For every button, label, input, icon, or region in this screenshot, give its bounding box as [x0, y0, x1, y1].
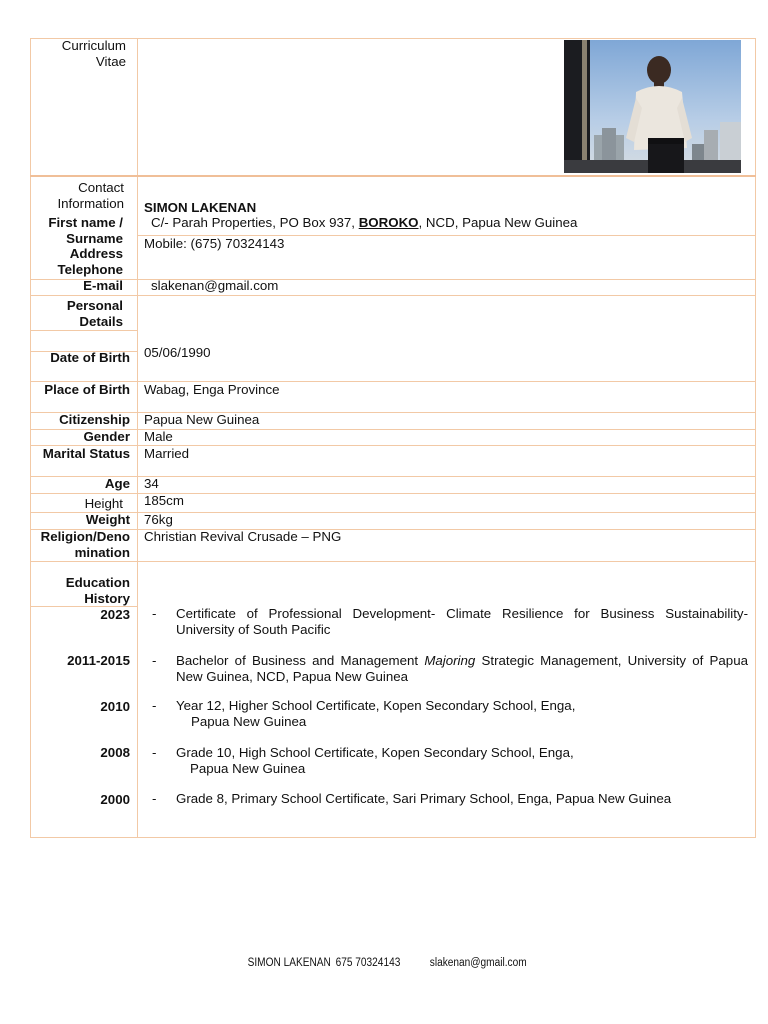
- marital-status-value: Married: [144, 446, 190, 461]
- row-divider: [30, 381, 756, 382]
- address-suburb: BOROKO: [358, 215, 419, 230]
- profile-photo-image: [564, 40, 741, 173]
- citizenship-value: Papua New Guinea: [144, 412, 260, 427]
- row-divider: [30, 279, 756, 280]
- religion-label: Religion/Denomination: [40, 529, 130, 560]
- education-line-2: Papua New Guinea: [191, 713, 307, 729]
- education-year: 2011-2015: [67, 653, 130, 668]
- dob-value: 05/06/1990: [144, 345, 211, 360]
- education-entry: [152, 791, 748, 807]
- bullet-dash: -: [152, 745, 157, 760]
- pob-value: Wabag, Enga Province: [144, 382, 280, 397]
- row-divider: [30, 429, 756, 430]
- column-divider: [137, 38, 138, 838]
- full-name: SIMON LAKENAN: [144, 200, 257, 215]
- contact-section-label: Contact Information: [57, 180, 124, 211]
- telephone-label: Telephone: [57, 262, 123, 277]
- footer-name: SIMON LAKENAN: [247, 957, 331, 969]
- education-section-label: Education History: [65, 575, 130, 606]
- row-divider: [30, 175, 756, 177]
- education-year: 2010: [100, 699, 130, 714]
- citizenship-label: Citizenship: [59, 412, 130, 427]
- gender-value: Male: [144, 429, 173, 444]
- address-suffix: , NCD, Papua New Guinea: [418, 215, 578, 230]
- weight-value: 76kg: [144, 512, 173, 527]
- email-label: E-mail: [83, 278, 123, 293]
- row-divider: [30, 561, 756, 562]
- personal-section-label: Personal Details: [66, 298, 123, 329]
- age-value: 34: [144, 476, 159, 491]
- row-divider: [30, 295, 756, 296]
- bullet-dash: -: [152, 653, 157, 668]
- education-entry: [152, 653, 748, 685]
- education-text: Grade 8, Primary School Certificate, Sari Primary School, Enga, Papua New Guinea: [176, 791, 672, 806]
- age-label: Age: [104, 476, 130, 491]
- education-entry: [152, 698, 748, 730]
- address-value: [151, 215, 577, 231]
- email-value[interactable]: slakenan@gmail.com: [151, 278, 279, 293]
- profile-photo: [564, 40, 741, 173]
- dob-label: Date of Birth: [50, 350, 130, 365]
- weight-label: Weight: [85, 512, 130, 527]
- gender-label: Gender: [83, 429, 130, 444]
- row-divider: [30, 330, 137, 331]
- education-text: [176, 745, 748, 776]
- education-entry: [152, 745, 748, 777]
- height-value: 185cm: [144, 493, 184, 508]
- row-divider: [30, 529, 756, 530]
- education-text-emph: Majoring: [424, 653, 476, 668]
- bullet-dash: -: [152, 791, 157, 806]
- row-divider: [30, 412, 756, 413]
- row-divider: [30, 445, 756, 446]
- row-divider: [30, 512, 756, 513]
- bullet-dash: -: [152, 606, 157, 621]
- education-line-1: Year 12, Higher School Certificate, Kopen Secondary School, Enga,: [176, 698, 576, 713]
- pob-label: Place of Birth: [44, 382, 130, 397]
- education-line-1: Grade 10, High School Certificate, Kopen Secondary School, Enga,: [176, 745, 574, 760]
- education-line-2: Papua New Guinea: [190, 760, 306, 776]
- row-divider: [30, 493, 756, 494]
- education-text-b: Strategic Management, University of Papua New Guinea, NCD, Papua New Guinea: [176, 653, 748, 684]
- education-year: 2023: [100, 607, 130, 622]
- marital-status-label: Marital Status: [42, 446, 130, 461]
- education-entry: [152, 606, 748, 638]
- education-text-a: Bachelor of Business and Management: [176, 653, 425, 668]
- name-label: First name / Surname: [48, 215, 123, 246]
- footer-phone: 675 70324143: [335, 957, 401, 969]
- mobile-value: Mobile: (675) 70324143: [144, 236, 285, 251]
- education-text: Certificate of Professional Development- Climate Resilience for Business Sustainability-University of South Pacific: [176, 606, 748, 637]
- address-prefix: C/- Parah Properties, PO Box 937,: [151, 215, 359, 230]
- education-text: [176, 653, 748, 684]
- cv-heading: Curriculum Vitae: [61, 38, 126, 69]
- row-divider: [30, 476, 756, 477]
- height-label: Height: [84, 496, 123, 511]
- address-label: Address: [69, 246, 123, 261]
- education-year: 2008: [100, 745, 130, 760]
- education-year: 2000: [100, 792, 130, 807]
- education-text: [176, 698, 748, 729]
- bullet-dash: -: [152, 698, 157, 713]
- religion-value: Christian Revival Crusade – PNG: [144, 529, 342, 544]
- footer-email[interactable]: slakenan@gmail.com: [429, 957, 527, 969]
